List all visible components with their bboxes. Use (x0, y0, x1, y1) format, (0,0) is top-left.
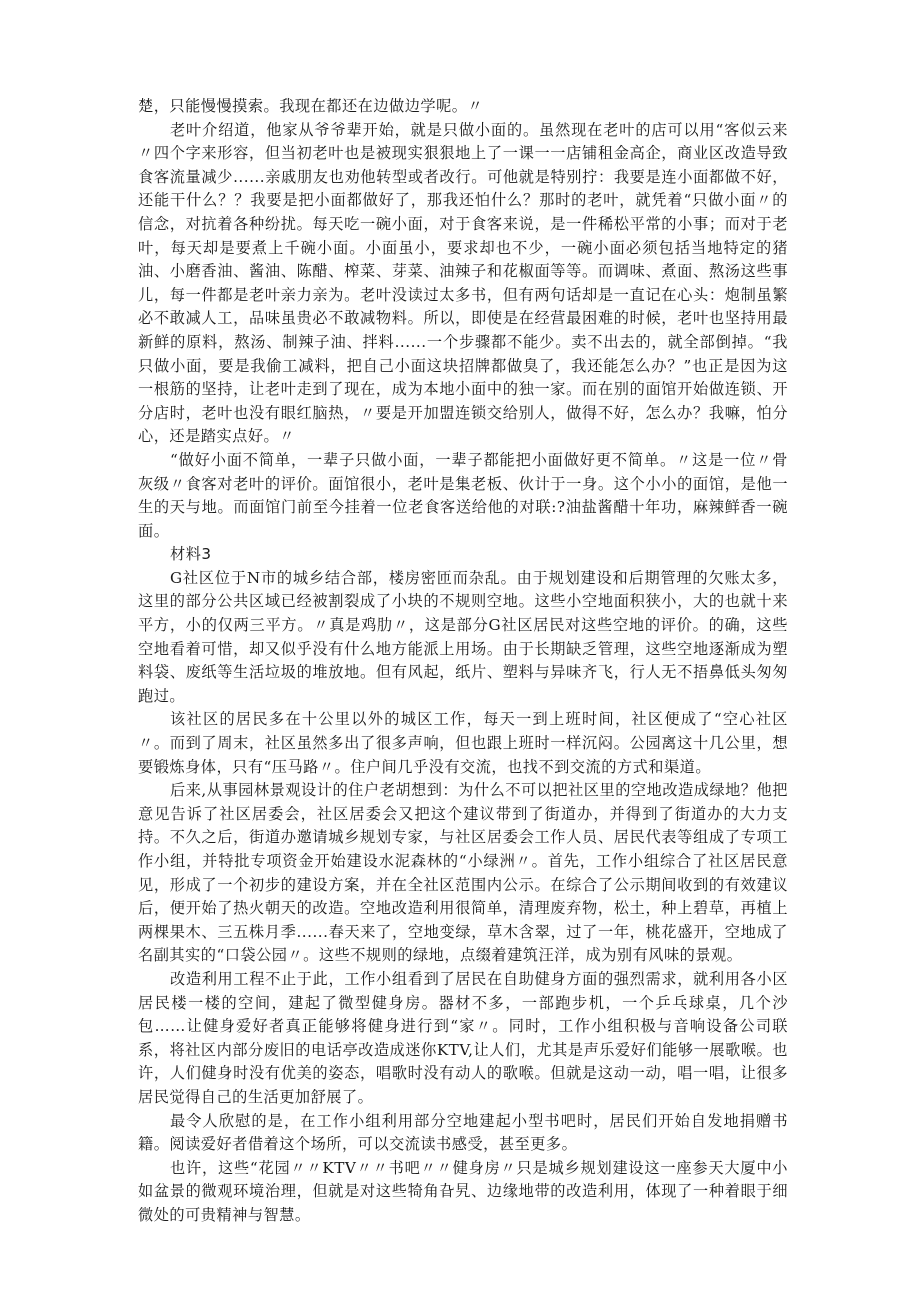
paragraph-laoye-intro: 老叶介绍道，他家从爷爷辈开始，就是只做小面的。虽然现在老叶的店可以用“客似云来〃四个字来形容，但当初老叶也是被现实狠狠地上了一课一一店铺租金高企，商业区改造导致食客流量减少......亲戚朋友也劝他转型或者改行。可他就是特别拧：我要是连小面都做不好，还能干什么？？我要是把小面都做好了，那我还怕什么？那时的老叶，就凭着“只做小面〃的信念，对抗着各种纷扰。每天吃一碗小面，对于食客来说，是一件稀松平常的小事；而对于老叶，每天却是要煮上千碗小面。小面虽小，要求却也不少，一碗小面必须包括当地特定的猪油、小磨香油、酱油、陈醋、榨菜、芽菜、油辣子和花椒面等等。而调味、煮面、熬汤这些事儿，每一件都是老叶亲力亲为。老叶没读过太多书，但有两句话却是一直记在心头：炮制虽繁必不敢减人工，品味虽贵必不敢减物料。所以，即使是在经营最困难的时候，老叶也坚持用最新鲜的原料，熬汤、制辣子油、拌料......一个步骤都不能少。卖不出去的，就全部倒掉。“我只做小面，要是我偷工减料，把自己小面这块招牌都做臭了，我还能怎么办？”也正是因为这一根筋的坚持，让老叶走到了现在，成为本地小面中的独一家。而在别的面馆开始做连锁、开分店时，老叶也没有眼红脑热，〃要是开加盟连锁交给别人，做得不好，怎么办？我嘛，怕分心，还是踏实点好。〃 (138, 120, 788, 446)
paragraph-book-bar: 最令人欣慰的是，在工作小组利用部分空地建起小型书吧时，居民们开始自发地捐赠书籍。阅读爱好者借着这个场所，可以交流读书感受，甚至更多。 (138, 1111, 788, 1154)
paragraph-continuation: 楚，只能慢慢摸索。我现在都还在边做边学呢。〃 (138, 97, 484, 115)
paragraph-green-space-renovation: 后来,从事园林景观设计的住户老胡想到：为什么不可以把社区里的空地改造成绿地？他把意见告诉了社区居委会，社区居委会又把这个建议带到了街道办，并得到了街道办的大力支持。不久之后，街道办邀请城乡规划专家，与社区居委会工作人员、居民代表等组成了专项工作小组，并特批专项资金开始建设水泥森林的“小绿洲〃。首先，工作小组综合了社区居民意见，形成了一个初步的建设方案，并在全社区范围内公示。在综合了公示期间收到的有效建议后，便开始了热火朝天的改造。空地改造利用很简单，清理废弃物，松土，种上碧草，再植上两棵果木、三五株月季......春天来了，空地变绿，草木含翠，过了一年，桃花盛开，空地成了名副其实的“口袋公园〃。这些不规则的绿地，点缀着建筑汪洋，成为别有风味的景观。 (138, 781, 788, 965)
paragraph-gym-ktv: 改造利用工程不止于此，工作小组看到了居民在自助健身方面的强烈需求，就利用各小区居民楼一楼的空间，建起了微型健身房。器材不多，一部跑步机，一个乒乓球桌，几个沙包……让健身爱好者真正能够将健身进行到“家〃。同时，工作小组积极与音响设备公司联系，将社区内部分废旧的电话亭改造成迷你KTV,让人们，尤其是声乐爱好们能够一展歌喉。也许，人们健身时没有优美的姿态，唱歌时没有动人的歌喉。但就是这动一动，唱一唱，让很多居民觉得自己的生活更加舒展了。 (138, 969, 788, 1106)
section-heading-material-3: 材料3 (170, 545, 212, 564)
paragraph-community-background: G社区位于N市的城乡结合部，楼房密匝而杂乱。由于规划建设和后期管理的欠账太多，这里的部分公共区域已经被割裂成了小块的不规则空地。这些小空地面积狭小，大的也就十来平方，小的仅两三平方。〃真是鸡肋〃，这是部分G社区居民对这些空地的评价。的确，这些空地看着可惜，却又似乎没有什么地方能派上用场。由于长期缺乏管理，这些空地逐渐成为塑料袋、废纸等生活垃圾的堆放地。但有风起，纸片、塑料与异味齐飞，行人无不捂鼻低头匆匆跑过。 (138, 568, 788, 705)
paragraph-laoye-evaluation: “做好小面不简单，一辈子只做小面，一辈子都能把小面做好更不简单。〃这是一位〃骨灰级〃食客对老叶的评价。面馆很小，老叶是集老板、伙计于一身。这个小小的面馆，是他一生的天与地。而面馆门前至今挂着一位老食客送给他的对联:?油盐酱醋十年功，麻辣鲜香一碗面。 (138, 450, 788, 540)
paragraph-conclusion: 也许，这些“花园〃〃KTV〃〃书吧〃〃健身房〃只是城乡规划建设这一座参天大厦中小如盆景的微观环境治理，但就是对这些犄角旮旯、边缘地带的改造利用，体现了一种着眼于细微处的可贵精神与智慧。 (138, 1158, 788, 1224)
document-page (138, 95, 788, 1228)
paragraph-hollow-community: 该社区的居民多在十公里以外的城区工作，每天一到上班时间，社区便成了“空心社区〃。而到了周末，社区虽然多出了很多声响，但也跟上班时一样沉闷。公园离这十几公里，想要锻炼身体，只有“压马路〃。住户间几乎没有交流，也找不到交流的方式和渠道。 (138, 710, 788, 776)
